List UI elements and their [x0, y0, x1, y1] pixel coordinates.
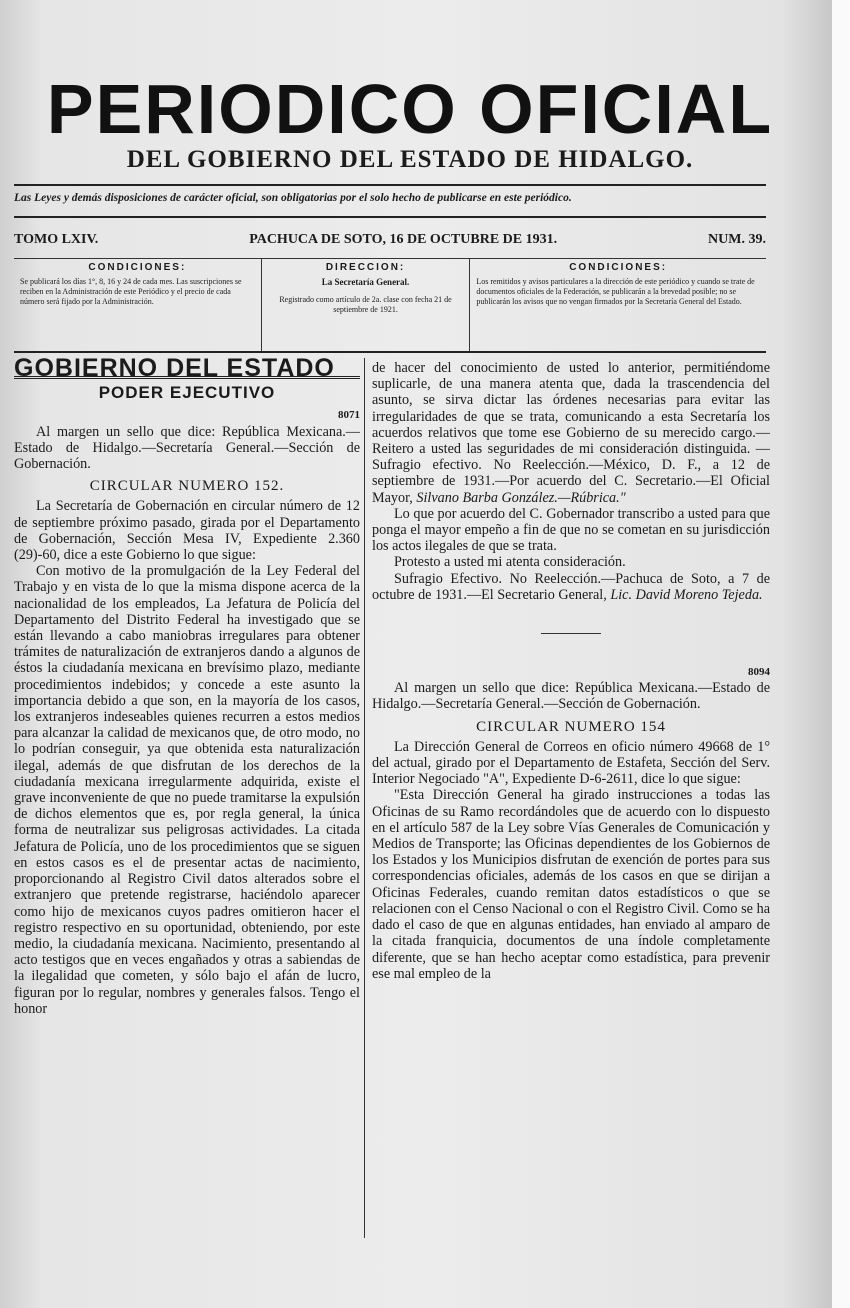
paragraph: Protesto a usted mi atenta consideración. [394, 554, 626, 571]
paragraph: La Secretaría de Gobernación en circular número de 12 de septiembre próximo pasado, girada por el Departamento de Gobernación, Sección Mesa IV, Expediente 2.360 (29)-60, dice a este Gobierno lo que sigue: [14, 498, 360, 564]
paragraph: Con motivo de la promulgación de la Ley Federal del Trabajo y en vista de lo que la misma dispone acerca de la nacionalidad de los empleados, La Jefatura de Policía del Departamento del Distrito Federal ha investigado que se están llevando a cabo maniobras irregulares para obtener trámites de naturalización de extranjeros dando a algunos de éstos la ciudadanía mexicana en brevísimo plazo, mediante procedimientos indebidos; y concede a este asunto la importancia debido a que son, en la mayoría de los casos, los extranjeros indeseables quienes recurren a estos medios para alcanzar la calidad de mexicanos que, de otro modo, no lo podrían conseguir, ya que obtenida esta naturalización ilegal, además de que disfrutan de los derechos de la ciudadanía mexicana irregularmente adquirida, existe el grave inconveniente de que no puede tramitarse la expulsión de dichos elementos que es, por regla general, la única forma de neutralizar sus peligrosas actividades. La citada Jefatura de Policía, uno de los procedimientos que se siguen en estos casos es el de presentar actas de nacimiento, proporcionando al Registro Civil datos alterados sobre el extranjero que pretende registrarse, haciéndolo aparecer como hijo de mexicanos cuyos padres omitieron hacer el registro respectivo en su oportunidad, obteniendo, por este medio, la ciudadanía mexicana. Nacimiento, presentando al acto testigos que en veces engañados y otras a sabiendas de la ilegalidad que cometen, y sólo bajo el afán de lucro, figuran por lo regular, nombres y generales falsos. Tengo el honor [14, 563, 360, 1017]
column-divider [364, 358, 365, 1238]
place-date: PACHUCA DE SOTO, 16 DE OCTUBRE DE 1931. [249, 232, 558, 247]
separator-rule [541, 633, 601, 634]
poder-ejecutivo-heading: PODER EJECUTIVO [98, 383, 276, 403]
seal-intro: Al margen un sello que dice: República Mexicana.—Estado de Hidalgo.—Secretaría General.—Sección de Gobernación. [372, 680, 770, 713]
conditions-boxes [14, 258, 766, 353]
seal-intro: Al margen un sello que dice: República Mexicana.—Estado de Hidalgo.—Secretaría General.—Sección de Gobernación. [14, 423, 360, 473]
section-heading: GOBIERNO DEL ESTADO [14, 360, 360, 379]
right-column [372, 360, 770, 982]
issue-number: NUM. 39. [708, 232, 766, 247]
paragraph: La Dirección General de Correos en oficio número 49668 de 1° del actual, girado por el Departamento de Estafeta, Sección del Serv. Interior Negociado "A", Expediente D-6-2611, dice lo que sigue: [372, 738, 770, 788]
paragraph: Lo que por acuerdo del C. Gobernador transcribo a usted para que ponga el mayor empeño a fin de que no se cometan en su jurisdicción los actos ilegales de que se trata. [372, 505, 770, 555]
signature: Lic. David Moreno Tejeda. [610, 586, 763, 603]
paragraph-text: de hacer del conocimiento de usted lo anterior, permitiéndome suplicarle, de una manera atenta que, dada la trascendencia del asunto, se sirva dictar las órdenes necesarias para evitar las irregularidades de que se trata, comunicando a esta Secretaría los acuerdos relativos que tome ese Gobierno de su merecido cargo.—Reitero a usted las seguridades de mi consideración distinguida. —Sufragio efectivo. No Reelección.—México, D. F., a 12 de septiembre de 1931.—Por acuerdo del C. Secretario.—El Oficial Mayor, [372, 360, 770, 506]
conditions-left-title: CONDICIONES: [88, 262, 187, 273]
signature: Silvano Barba González.—Rúbrica." [416, 489, 626, 506]
volume: TOMO LXIV. [14, 232, 99, 247]
direction-sub: La Secretaría General. [321, 277, 410, 287]
conditions-box-left [14, 259, 262, 351]
circular-heading: CIRCULAR NUMERO 154 [476, 718, 666, 735]
paragraph [372, 571, 770, 603]
masthead [0, 70, 820, 174]
masthead-subtitle: DEL GOBIERNO DEL ESTADO DE HIDALGO. [126, 146, 694, 173]
direction-title: DIRECCION: [325, 262, 406, 273]
circular-heading: CIRCULAR NUMERO 152. [89, 478, 285, 495]
conditions-left-text: Se publicará los días 1°, 8, 16 y 24 de cada mes. Las suscripciones se reciben en la Administración de este Periódico y el precio de cada número será fijado por la Administración. [20, 277, 242, 306]
masthead-title: PERIODICO OFICIAL [46, 70, 774, 148]
top-rule [14, 184, 766, 186]
direction-text: Registrado como artículo de 2a. clase con fecha 21 de septiembre de 1921. [279, 295, 452, 314]
legal-notice: Las Leyes y demás disposiciones de carácter oficial, son obligatorias por el solo hecho de publicarse en este periódico. [14, 192, 572, 204]
notice-rule [14, 216, 766, 218]
paragraph [372, 360, 770, 506]
document-number: 8094 [748, 666, 770, 679]
paragraph-text: Sufragio Efectivo. No Reelección.—Pachuca de Soto, a 7 de octubre de 1931.—El Secretario General, [372, 570, 770, 603]
document-number: 8071 [338, 409, 360, 422]
direction-box [262, 259, 471, 351]
left-column [14, 354, 360, 1017]
dateline [14, 232, 766, 248]
conditions-box-right [470, 259, 766, 351]
conditions-right-text: Los remitidos y avisos particulares a la dirección de este periódico y cuando se trate de documentos oficiales de la Federación, se publicarán a la brevedad posible; no se publicarán los avisos que no vengan firmados por la Secretaría General del Estado. [476, 277, 755, 306]
page-edge [832, 0, 850, 1308]
conditions-right-title: CONDICIONES: [569, 262, 668, 273]
paragraph: "Esta Dirección General ha girado instrucciones a todas las Oficinas de su Ramo recordándoles que de acuerdo con lo dispuesto en el artículo 587 de la Ley sobre Vías Generales de Comunicación y Medios de Transporte; las Oficinas dependientes de los Gobiernos de los Estados y los Municipios disfrutan de exención de portes para sus correspondencias oficiales, además de los casos en que se dirijan a Oficinas Federales, cuando remitan datos estadísticos o que se relacionen con el Censo Nacional o con el Registro Civil. Como se ha dado el caso de que en algunas entidades, han enviado al amparo de la citada franquicia, documentos de una índole completamente diferente, que se han hecho aceptar como estadística, para prevenir ese mal empleo de la [372, 787, 770, 982]
